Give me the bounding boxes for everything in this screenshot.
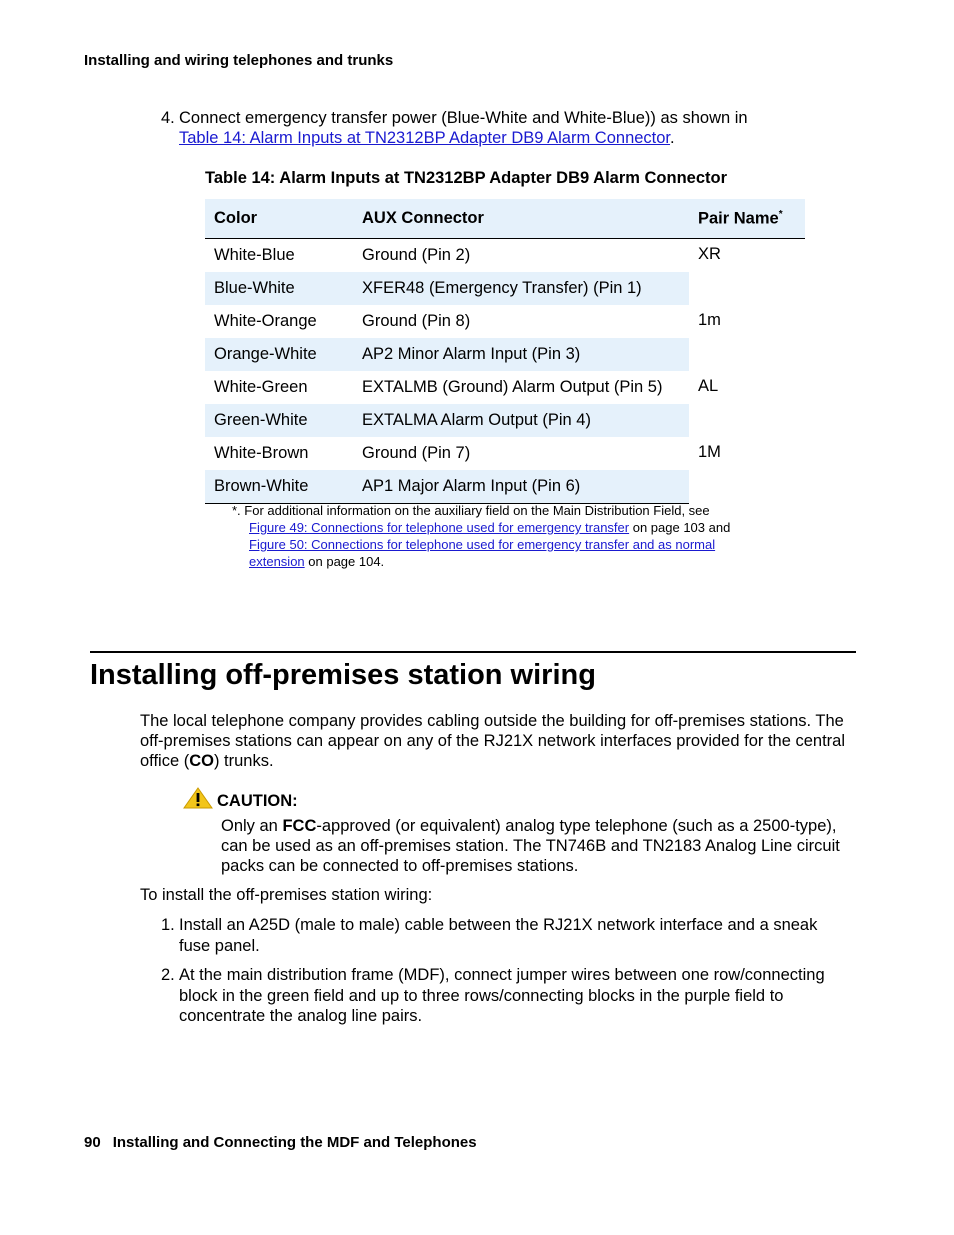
color-cell: Orange-White	[205, 338, 353, 371]
instructions-intro: To install the off-premises station wiring:	[140, 886, 433, 904]
table-header-row	[205, 199, 805, 239]
intro-text: The local telephone company provides cabling outside the building for off-premises stations. The off-premises stations can appear on any of the RJ21X network interfaces provided for the central office (	[140, 712, 845, 770]
table-row	[205, 437, 805, 470]
step-number: 4.	[161, 109, 175, 127]
aux-cell: Ground (Pin 8)	[362, 312, 471, 330]
aux-cell: EXTALMB (Ground) Alarm Output (Pin 5)	[362, 378, 663, 396]
section-title: Installing off-premises station wiring	[90, 659, 596, 691]
footnote-text: *. For additional information on the auxiliary field on the Main Distribution Field, see	[232, 503, 710, 518]
footnote-end: on page 104.	[304, 554, 385, 569]
table-caption: Table 14: Alarm Inputs at TN2312BP Adapter DB9 Alarm Connector	[205, 169, 728, 187]
color-cell: White-Green	[214, 378, 308, 396]
header-aux-connector: AUX Connector	[353, 199, 689, 239]
footnote-mid: on page 103 and	[629, 520, 731, 535]
running-header: Installing and wiring telephones and trunks	[84, 52, 394, 69]
page-number: 90	[84, 1134, 101, 1151]
caution-text: Only an	[221, 817, 283, 835]
color-cell: White-Brown	[214, 444, 309, 462]
table-row	[205, 305, 805, 338]
aux-cell: XFER48 (Emergency Transfer) (Pin 1)	[353, 272, 689, 305]
footnote-mark: *	[778, 208, 783, 220]
aux-cell: Ground (Pin 7)	[362, 444, 471, 462]
header-pair-name	[689, 199, 805, 239]
step-number: 2.	[161, 966, 175, 984]
intro-paragraph	[140, 711, 852, 771]
step-2	[161, 965, 851, 1027]
figure-49-link[interactable]: Figure 49: Connections for telephone used for emergency transfer	[249, 520, 630, 535]
figure-50-link[interactable]: Figure 50: Connections for telephone used for emergency transfer and as normal	[249, 537, 716, 552]
caution-body	[221, 816, 841, 876]
header-pair-name-label: Pair Name	[698, 209, 779, 228]
intro-bold: CO	[189, 752, 214, 770]
alarm-inputs-table	[205, 199, 805, 504]
table-14-link[interactable]: Table 14: Alarm Inputs at TN2312BP Adapter DB9 Alarm Connector	[179, 129, 671, 147]
step-text-end: .	[670, 129, 675, 147]
section-divider	[90, 651, 856, 653]
step-text: Connect emergency transfer power (Blue-White and White-Blue)) as shown in	[179, 109, 748, 127]
warning-triangle-icon	[183, 787, 213, 809]
pair-name-cell: AL	[698, 377, 719, 395]
page-footer	[84, 1134, 477, 1151]
intro-text-end: ) trunks.	[213, 752, 274, 770]
color-cell: Blue-White	[205, 272, 353, 305]
pair-name-cell: 1M	[698, 443, 721, 461]
step-text: At the main distribution frame (MDF), connect jumper wires between one row/connecting block in the green field and up to three rows/connecting blocks in the purple field to concentrate the analog line pairs.	[179, 966, 825, 1025]
aux-cell: Ground (Pin 2)	[362, 246, 471, 264]
step-number: 1.	[161, 916, 175, 934]
footer-title: Installing and Connecting the MDF and Telephones	[112, 1134, 477, 1151]
table-footnote	[232, 502, 792, 570]
pair-name-cell: XR	[698, 245, 721, 263]
step-4	[161, 108, 851, 148]
color-cell: Green-White	[205, 404, 353, 437]
step-1	[161, 915, 851, 956]
caution-text-end: -approved (or equivalent) analog type telephone (such as a 2500-type), can be used as an off-premises station. The TN746B and TN2183 Analog Line circuit packs can be connected to off-premises stations.	[221, 817, 840, 875]
pair-name-cell: 1m	[698, 311, 721, 329]
header-color: Color	[205, 199, 353, 239]
caution-bold: FCC	[282, 817, 317, 835]
caution-label: CAUTION:	[217, 792, 298, 810]
figure-50-link-cont[interactable]: extension	[249, 554, 305, 569]
table-row	[205, 371, 805, 404]
step-text: Install an A25D (male to male) cable between the RJ21X network interface and a sneak fuse panel.	[179, 916, 818, 955]
aux-cell: AP1 Major Alarm Input (Pin 6)	[353, 470, 689, 504]
color-cell: Brown-White	[205, 470, 353, 504]
aux-cell: AP2 Minor Alarm Input (Pin 3)	[353, 338, 689, 371]
aux-cell: EXTALMA Alarm Output (Pin 4)	[353, 404, 689, 437]
color-cell: White-Orange	[214, 312, 317, 330]
color-cell: White-Blue	[214, 246, 295, 264]
table-row	[205, 239, 805, 273]
